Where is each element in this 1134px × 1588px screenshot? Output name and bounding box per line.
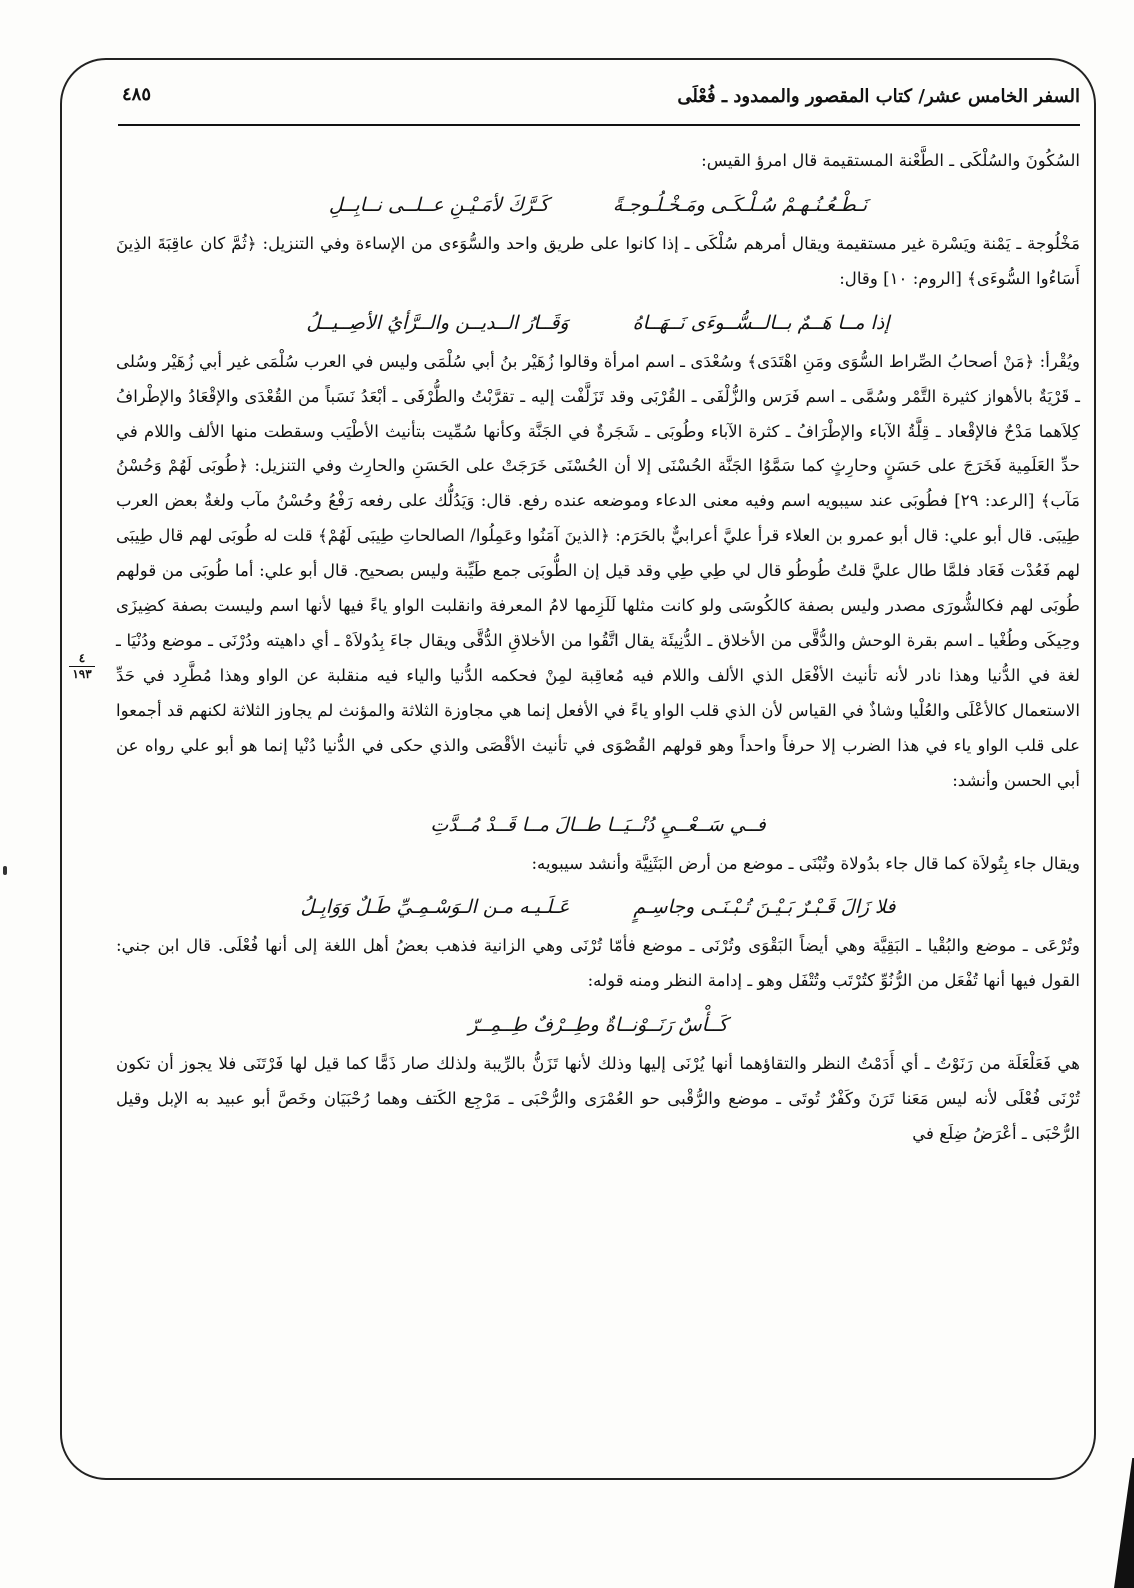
paragraph: هي فَعَلْعَلَة من رَنَوْتُ ـ أي أَدَمْتُ النظر والتقاؤهما أنها يُرْنَى إليها وذلك لأنها تَزَنُّ بالرِّيبة ولذلك صار ذَمًّا كما قيل لها فَرْتَنَى فلا يجوز أن تكون تُرْنَى فُعْلَى لأنه ليس مَعَنا تَرَنَ وكَفْرٌ تُوتَى ـ موضع والرُّقْبى حو العُمْرَى والرُّحْبَى ـ مَرْجِع الكَتف وهما رُحْبَيَان وخَصَّ أبو عبيد به الإبل وقيل الرُّحْبَى ـ أعْرَضُ ضِلَع في: [116, 1054, 1080, 1144]
poetry-verse: [116, 807, 1080, 843]
verse-left-hemistich: كَـرَّكَ لأمَـيْـنِ عــلــى نــابِــلِ: [328, 193, 549, 216]
paragraph: مَخْلُوجة ـ يَمْنة ويَسْرة غير مستقيمة ويقال أمرهم سُلْكَى ـ إذا كانوا على طريق واحد والسُّوَءى من الإساءة وفي التنزيل: ﴿ثُمَّ كان عاقِبَةَ الذِينَ أَسَاءُوا السُّوءَى﴾ [الروم: ١٠] وقال:: [116, 233, 1080, 288]
header-rule: [118, 124, 1080, 126]
poetry-verse: [116, 1007, 1080, 1043]
verse-right-hemistich: فلا زَالَ قَـبْـرٌ بَـيْـنَ تُـبْـنَـى وجاسِـمٍ: [633, 896, 896, 919]
margin-folio-reference: [69, 652, 95, 681]
verse-line: فــي سَــعْــيِ دُنْــيَــا طــالَ مــا قَــدْ مُــدَّتِ: [430, 813, 766, 836]
running-header-title: السفر الخامس عشر/ كتاب المقصور والممدود ـ فُعْلَى: [677, 86, 1080, 107]
margin-folio-top: ٤: [78, 651, 86, 665]
paragraph: ويُقْرأ: ﴿مَنْ أصحابُ الصِّراط السُّوَى ومَنِ اهْتَدَى﴾ وسُعْدَى ـ اسم امرأة وقالوا زُهَيْر بنُ أبي سُلْمَى وليس في العرب سُلْمَى غير أبي زُهَيْر وسُلى ـ قَرْيَةٌ بالأهواز كثيرة التَّمْر وسُمَّى ـ اسم فَرَس والزُّلْفَى ـ القُرْبَى وقد تَزَلَّفْت إليه ـ تقرَّبْتُ والطُّرْفَى ـ أبْعَدُ نَسَباً من القُعْدَى والإقْعَادُ والإطْرافُ كِلاَهما مَدْحٌ فالإقْعاد ـ قِلَّةُ الآباء والإطْرَافُ ـ كثرة الآباء وطُوبَى ـ شَجَرةٌ في الجَنَّة وكأنها سُمِّيت بتأنيث الأطْيَب وسقطت منها الألف واللام في حدِّ العَلَمِية فَخَرَجَ على حَسَنٍ وحارِثٍ كما سَمَّوُا الجَنَّة الحُسْنَى إلا أن الحُسْنَى خَرَجَتْ على الحَسَنِ والحارِث وفي التنزيل: ﴿طُوبَى لَهُمْ وَحُسْنُ مَآب﴾ [الرعد: ٢٩] فطُوبَى عند سيبويه اسم وفيه معنى الدعاء وموضعه عنده رفع. قال: وَيَدُلُّك على رفعه رَفْعُ وحُسْنُ مآب ولغةٌ بعض العرب طِيبَى. قال أبو علي: قال أبو عمرو بن العلاء قرأ عليَّ أعرابيٌّ بالحَرَم: ﴿الذينَ آمَنُوا وعَمِلُوا/ الصالحاتِ طِيبَى لَهُمْ﴾ قلت له طُوبَى لهم قال طِيبَى لهم فَعُدْت فَعَاد فلمَّا طال عليَّ قلتُ طُوطُو قال لي طِي طِي وقد قيل إن الطُّوبَى جمع طَيِّبة وليس بصحيح. قال أبو علي: أما طُوبَى من قولهم طُوبَى لهم فكالشُّورَى مصدر وليس بصفة كالكُوسَى ولو كانت مثلها لَلَزِمها لامُ المعرفة وانقلبت الواو ياءً فيها لأنها اسم وليست بصفة كضِيزَى وحِيكَى وطُغْيا ـ اسم بقرة الوحش والدُّقَّى من الأخلاق ـ الدُّنِيئَة يقال اتَّقُوا من الأخلاقِ الدُّقَّى ويقال جاءَ بِدُولاَهْ ـ أي داهيته ودُرْنَى ـ موضع ودُنْيَا ـ لغة في الدُّنيا وهذا نادر لأنه تأنيث الأفْعَل الذي الألف واللام فيه مُعاقِبة لمِنْ فحكمه الدُّنيا والياء فيه منقلبة عن الواو وهذا مُطَّرِد في حَدِّ الاستعمال كالأعْلَى والعُلْيا وشاذٌ في القياس لأن الذي قلب الواو ياءً في الأفعل إنما هي مجاوزة الثلاثة والمؤنث لم يجاوز الثلاثة لكنهم قد أجمعوا على قلب الواو ياء في هذا الضرب إلا حرفاً واحداً وهو قولهم القُصْوَى في تأنيث الأقْصَى والذي حكى في الدُّنيا دُنْيا إنما هو أبو علي رواه عن أبي الحسن وأنشد:: [116, 351, 1081, 790]
main-text: [116, 144, 1080, 1152]
scan-edge-mark: [1114, 1458, 1134, 1588]
verse-left-hemistich: وَقَــارُ الــديــن والــرَّأيُ الأصِــيــلُ: [306, 311, 569, 334]
verse-line: كَــأْسٌ رَنَــوْنــاةٌ وطِــرْفٌ طِــمِــرّ: [468, 1014, 728, 1037]
paragraph: ويقال جاء بِتُولاَة كما قال جاء بدُولاة وتُبْنَى ـ موضع من أرض البَثَنِيَّة وأنشد سيبويه:: [531, 853, 1080, 873]
verse-right-hemistich: نَـطْـعُـنُـهـمْ سُـلْـكَـى ومَـخْـلُـوجـةً: [612, 193, 868, 216]
scan-speck: [3, 866, 7, 875]
verse-left-hemistich: عَـلَـيـه مـن الـوَسْـمِـيِّ طَـلٌ وَوَابِـلُ: [300, 896, 570, 919]
paragraph: السُكُونَ والسُلْكَى ـ الطَّعْنة المستقيمة قال امرؤ القيس:: [701, 151, 1080, 170]
poetry-verse: [116, 187, 1080, 223]
paragraph: وتُرْعَى ـ موضع والبُقْيا ـ البَقِيَّة وهي أيضاً البَقْوَى وتُرْنَى ـ موضع فأمّا تُرْنَى وهي الزانية فذهب بعضُ أهل اللغة إلى أنها فُعْلَى. قال ابن جني: القول فيها أنها تُفْعَل من الرُّنُوِّ كتُرْتَب وتُتْفَل وهو ـ إدامة النظر ومنه قوله:: [116, 936, 1080, 991]
poetry-verse: [116, 889, 1080, 925]
margin-folio-bottom: ١٩٣: [72, 667, 92, 681]
page-number: ٤٨٥: [122, 84, 152, 105]
poetry-verse: [116, 305, 1080, 341]
verse-right-hemistich: إذا مــا هَــمٌ بــالــسُّــوءَى نَــهَــاهُ: [632, 311, 890, 334]
